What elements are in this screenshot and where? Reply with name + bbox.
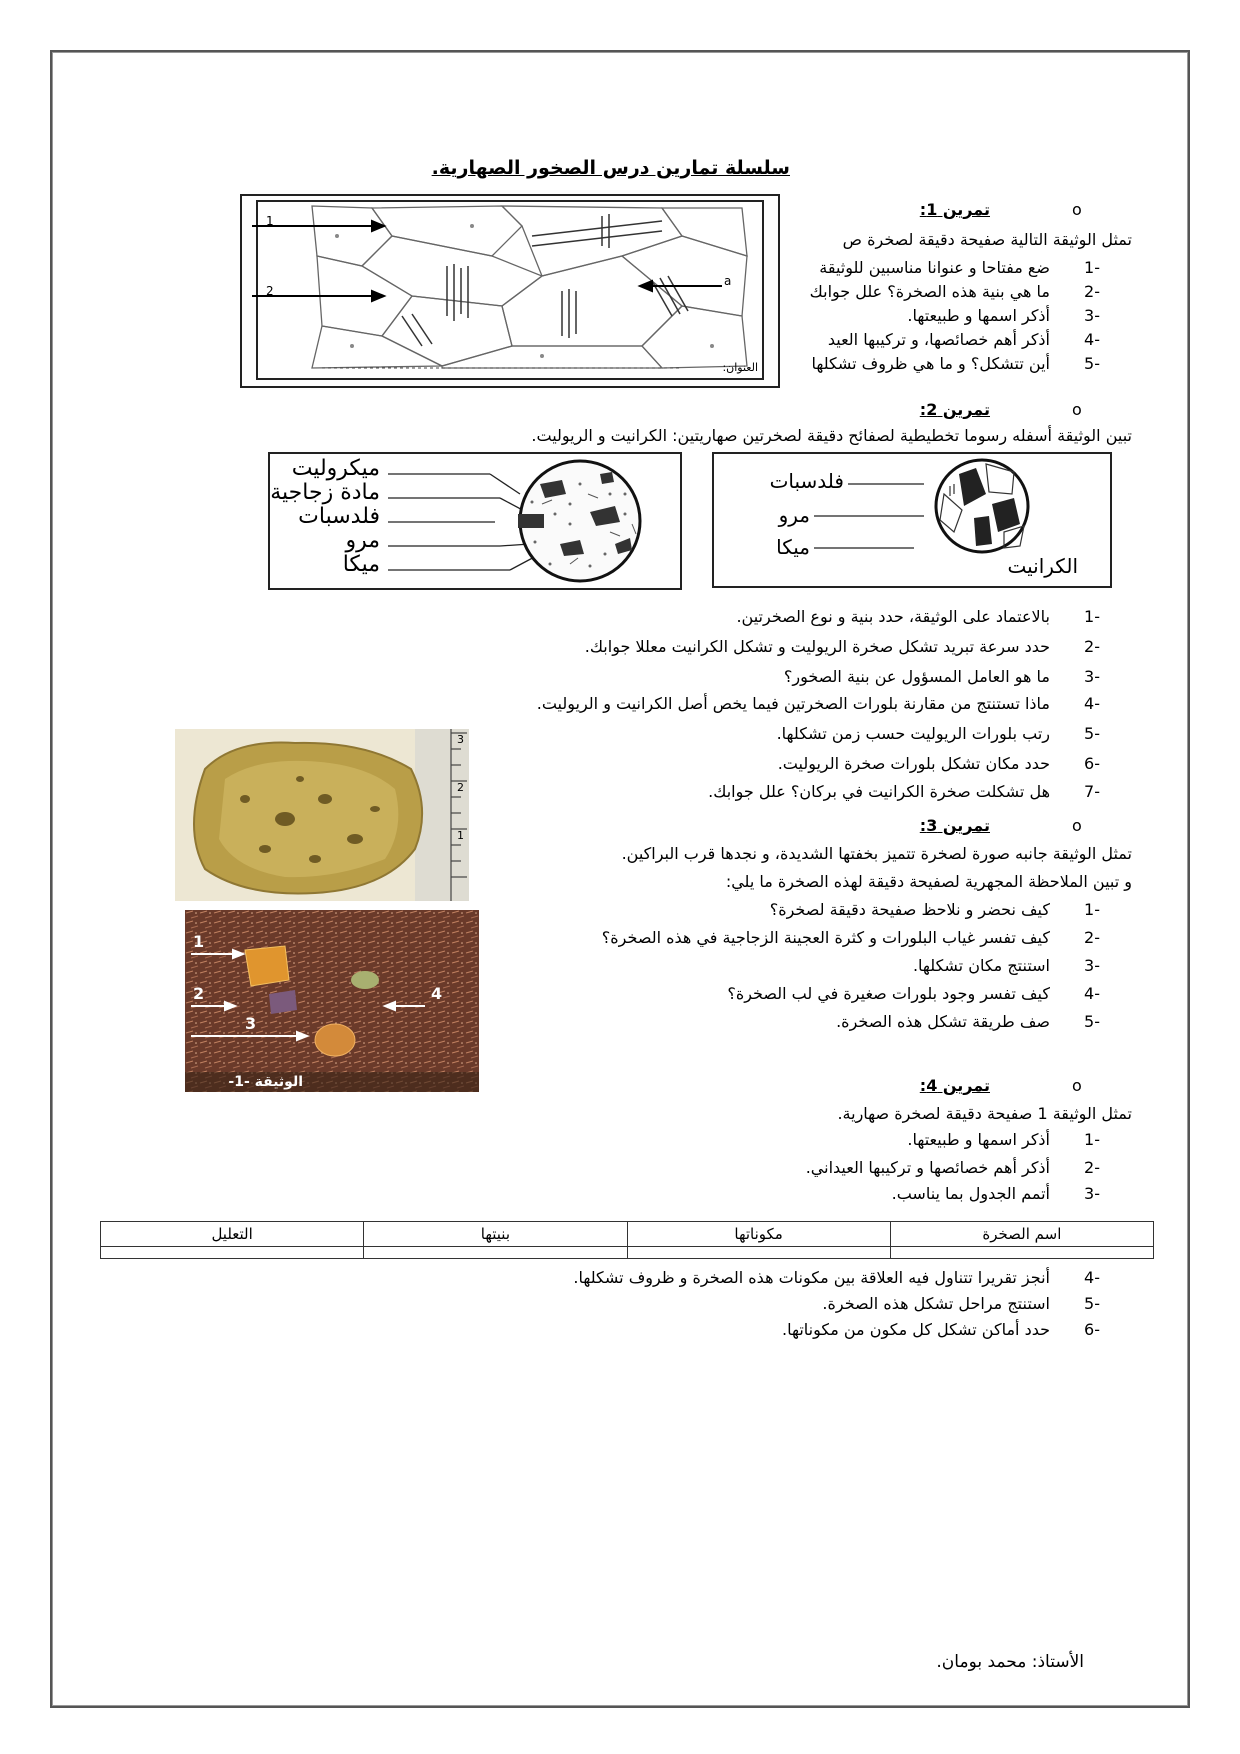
rhyolite-label: مادة زجاجية [270, 480, 380, 505]
granite-sketch [712, 452, 1112, 588]
table-header: اسم الصخرة [890, 1222, 1153, 1247]
figure-label: 1 [266, 214, 274, 228]
micro-caption: الوثيقة -1- [228, 1074, 303, 1090]
list-item: -5أين تتشكل؟ و ما هي ظروف تشكلها [811, 354, 1100, 373]
exercise-3-intro: تمثل الوثيقة جانبه صورة لصخرة تتميز بخفتها الشديدة، و نجدها قرب البراكين. [621, 844, 1132, 863]
list-item: -7هل تشكلت صخرة الكرانيت في بركان؟ علل جوابك. [708, 782, 1100, 801]
list-item: -5صف طريقة تشكل هذه الصخرة. [836, 1012, 1100, 1031]
exercise-2-intro: تبين الوثيقة أسفله رسوما تخطيطية لصفائح دقيقة لصخرتين صهاريتين: الكرانيت و الريوليت. [531, 426, 1132, 445]
table-cell[interactable] [364, 1247, 627, 1259]
bullet: o [1072, 1076, 1082, 1095]
table-cell[interactable] [890, 1247, 1153, 1259]
page-title: سلسلة تمارين درس الصخور الصهارية. [431, 157, 790, 179]
list-item: -4كيف تفسر وجود بلورات صغيرة في لب الصخرة؟ [727, 984, 1100, 1003]
list-item: -5استنتج مراحل تشكل هذه الصخرة. [822, 1294, 1100, 1313]
table-header-row [101, 1222, 1154, 1247]
list-item: -3ما هو العامل المسؤول عن بنية الصخور؟ [783, 667, 1100, 686]
list-item: -5رتب بلورات الريوليت حسب زمن تشكلها. [776, 724, 1100, 743]
exercise-3-intro2: و تبين الملاحظة المجهرية لصفيحة دقيقة لهذه الصخرة ما يلي: [725, 872, 1132, 891]
figure-label: 2 [266, 284, 274, 298]
rhyolite-label: مرو [345, 528, 380, 553]
list-item: -1أذكر اسمها و طبيعتها. [907, 1130, 1100, 1149]
granite-caption: الكرانيت [1007, 554, 1078, 578]
list-item: -4ماذا تستنتج من مقارنة بلورات الصخرتين فيما يخص أصل الكرانيت و الريوليت. [536, 694, 1100, 713]
granite-label: فلدسبات [769, 469, 844, 493]
list-item: -1ضع مفتاحا و عنوانا مناسبين للوثيقة [819, 258, 1100, 277]
granite-label: ميكا [776, 535, 810, 559]
table-cell[interactable] [101, 1247, 364, 1259]
bullet: o [1072, 400, 1082, 419]
pumice-photo [175, 729, 469, 901]
micro-label: 3 [245, 1014, 257, 1033]
answer-table [100, 1221, 1154, 1259]
table-header: مكوناتها [627, 1222, 890, 1247]
list-item: -1كيف نحضر و نلاحظ صفيحة دقيقة لصخرة؟ [769, 900, 1100, 919]
table-header: التعليل [101, 1222, 364, 1247]
ruler-label: 3 [457, 733, 464, 746]
exercise-1-intro: تمثل الوثيقة التالية صفيحة دقيقة لصخرة ص [842, 230, 1132, 249]
micro-label: 2 [193, 984, 205, 1003]
microscope-photo [185, 910, 479, 1092]
table-cell[interactable] [627, 1247, 890, 1259]
list-item: -2كيف تفسر غياب البلورات و كثرة العجينة الزجاجية في هذه الصخرة؟ [601, 928, 1100, 947]
table-row [101, 1247, 1154, 1259]
list-item: -2أذكر أهم خصائصها و تركيبها العيداني. [805, 1158, 1100, 1177]
micro-label: 1 [193, 932, 205, 951]
teacher-signature: الأستاذ: محمد بومان. [936, 1652, 1084, 1672]
list-item: -6حدد أماكن تشكل كل مكون من مكوناتها. [782, 1320, 1100, 1339]
rhyolite-label: ميكا [342, 552, 380, 577]
exercise-4-heading: تمرين 4: [919, 1076, 990, 1095]
list-item: -2حدد سرعة تبريد تشكل صخرة الريوليت و تشكل الكرانيت معللا جوابك. [584, 637, 1100, 656]
rhyolite-label: فلدسبات [298, 504, 380, 529]
exercise-1-heading: تمرين 1: [919, 200, 990, 219]
rhyolite-sketch [268, 452, 682, 590]
granite-label: مرو [778, 503, 810, 527]
list-item: -3أتمم الجدول بما يناسب. [891, 1184, 1100, 1203]
list-item: -3أذكر اسمها و طبيعتها. [907, 306, 1100, 325]
bullet: o [1072, 816, 1082, 835]
list-item: -1بالاعتماد على الوثيقة، حدد بنية و نوع الصخرتين. [736, 607, 1100, 626]
list-item: -6حدد مكان تشكل بلورات صخرة الريوليت. [777, 754, 1100, 773]
thin-section-sketch [242, 196, 778, 386]
ruler-label: 2 [457, 781, 464, 794]
figure-caption: العنوان: [722, 361, 758, 374]
list-item: -2ما هي بنية هذه الصخرة؟ علل جوابك [809, 282, 1100, 301]
bullet: o [1072, 200, 1082, 219]
figure-label: a [724, 274, 732, 288]
list-item: -3استنتج مكان تشكلها. [912, 956, 1100, 975]
exercise-3-heading: تمرين 3: [919, 816, 990, 835]
list-item: -4أنجز تقريرا تتناول فيه العلاقة بين مكونات هذه الصخرة و ظروف تشكلها. [573, 1268, 1100, 1287]
exercise-4-intro: تمثل الوثيقة 1 صفيحة دقيقة لصخرة صهارية. [837, 1104, 1132, 1123]
table-header: بنيتها [364, 1222, 627, 1247]
micro-label: 4 [431, 984, 443, 1003]
exercise-1-figure [240, 194, 780, 388]
exercise-2-heading: تمرين 2: [919, 400, 990, 419]
list-item: -4أذكر أهم خصائصها، و تركيبها العيد [827, 330, 1100, 349]
rhyolite-label: ميكروليت [291, 456, 380, 481]
ruler-label: 1 [457, 829, 464, 842]
